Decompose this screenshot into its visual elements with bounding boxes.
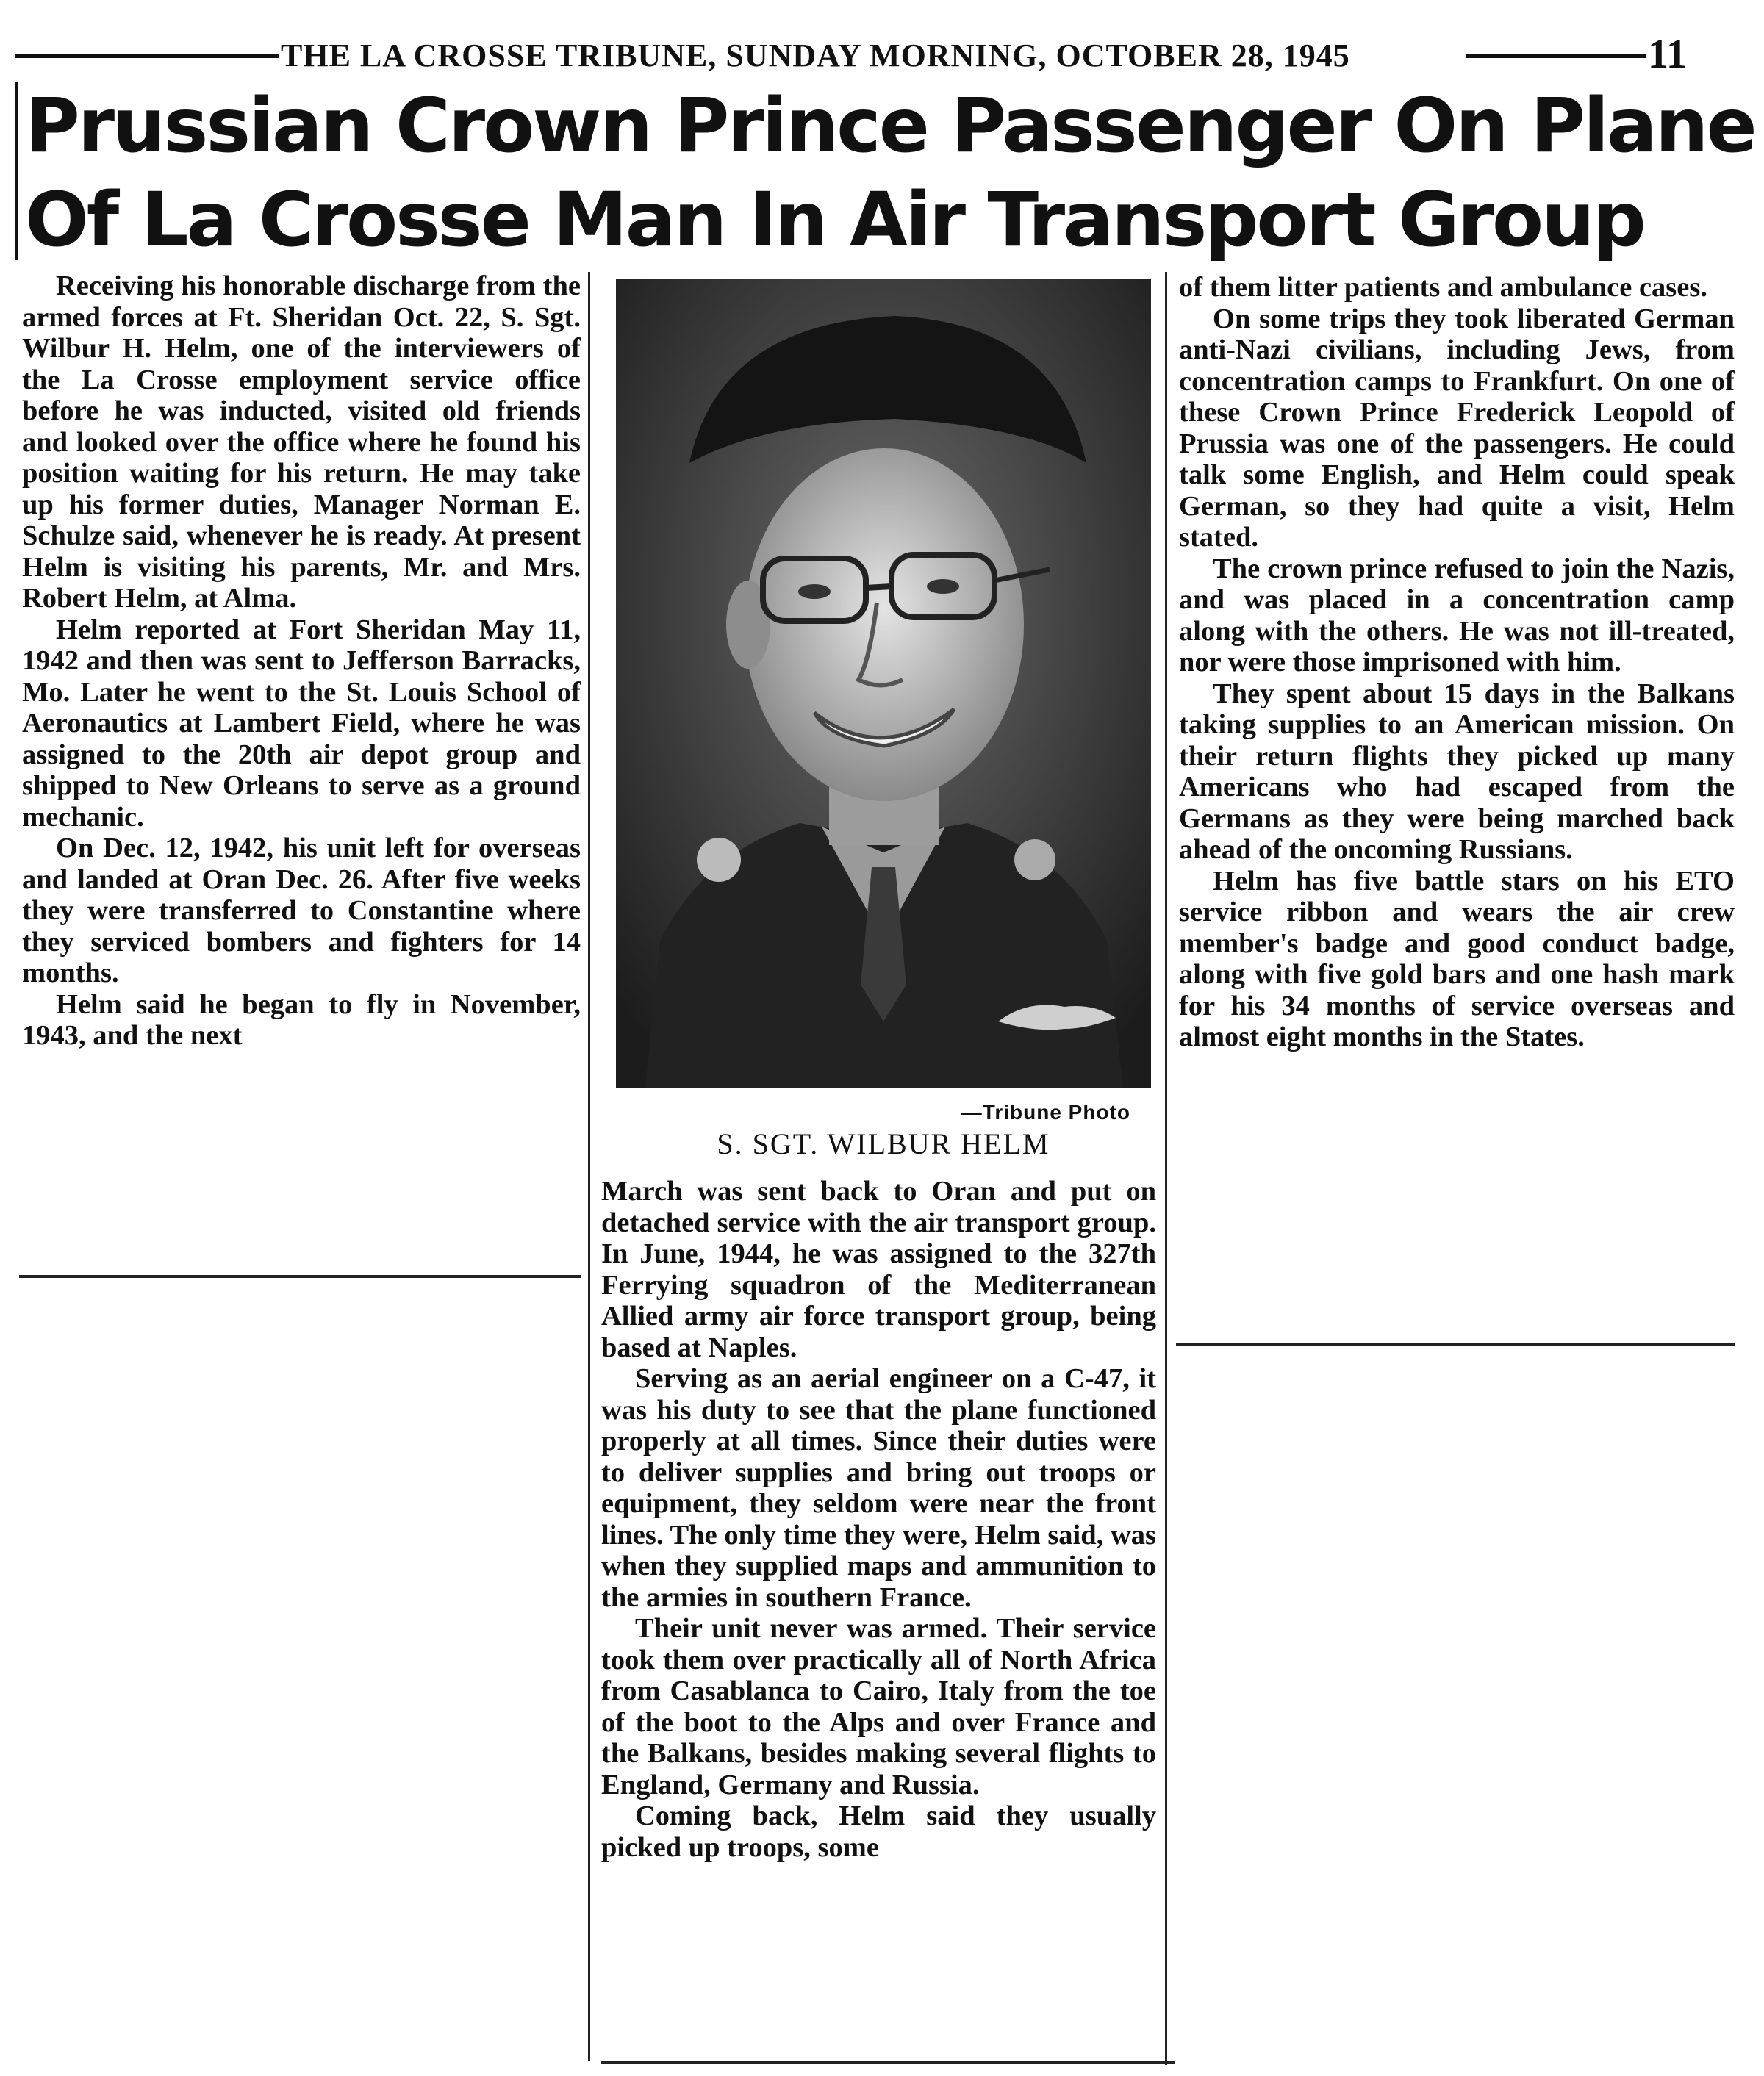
page-number: 11 <box>1648 32 1687 77</box>
paragraph: Serving as an aerial engineer on a C-47, it was his duty to see that the plane functioned properly at all times. Since their duties were to deliver supplies and bring out troops or equipment, they seldom were near the front lines. The only time they were, Helm said, was when they supplied maps and ammunition to the armies in southern France. <box>601 1363 1156 1613</box>
paragraph: Helm said he began to fly in November, 1943, and the next <box>22 988 581 1051</box>
column-rule-left-col2 <box>588 1282 590 2061</box>
column-2-end-rule <box>601 2061 1175 2064</box>
headline <box>25 79 1755 267</box>
paragraph: Their unit never was armed. Their service took them over practically all of North Africa from Casablanca to Cairo, Italy from the toe of the boot to the Alps and over France and the Balkans, besides making several flights to England, Germany and Russia. <box>601 1613 1156 1800</box>
paragraph: The crown prince refused to join the Nazis, and was placed in a concentration camp along with the others. He was not ill-treated, nor were those imprisoned with him. <box>1179 553 1735 678</box>
paragraph: Receiving his honorable discharge from the armed forces at Ft. Sheridan Oct. 22, S. Sgt. Wilbur H. Helm, one of the interviewers of the La Crosse employment service office before he was inducted, visited old friends and looked over the office where he found his position waiting for his return. He may take up his former duties, Manager Norman E. Schulze said, whenever he is ready. At present Helm is visiting his parents, Mr. and Mrs. Robert Helm, at Alma. <box>22 270 581 614</box>
paragraph: On Dec. 12, 1942, his unit left for overseas and landed at Oran Dec. 26. After five weeks they were transferred to Constantine where they serviced bombers and fighters for 14 months. <box>22 833 581 988</box>
paragraph: On some trips they took liberated German anti-Nazi civilians, including Jews, from concentration camps to Frankfurt. On one of these Crown Prince Frederick Leopold of Prussia was one of the passengers. He could talk some English, and Helm could speak German, so they had quite a visit, Helm stated. <box>1179 303 1735 553</box>
paragraph: Helm has five battle stars on his ETO service ribbon and wears the air crew member's badge and good conduct badge, along with five gold bars and one hash mark for his 34 months of service overseas and almost eight months in the States. <box>1179 865 1735 1052</box>
column-3-end-rule <box>1176 1343 1735 1346</box>
article-column-1 <box>22 270 581 1052</box>
photo-credit: —Tribune Photo <box>961 1101 1130 1124</box>
masthead-rule-right <box>1466 54 1646 58</box>
portrait-illustration <box>616 279 1151 1088</box>
column-rule-2 <box>1165 272 1167 2065</box>
portrait-photo <box>616 279 1151 1088</box>
headline-line-1: Prussian Crown Prince Passenger On Plane <box>25 82 1755 170</box>
headline-line-2: Of La Crosse Man In Air Transport Group <box>25 176 1644 264</box>
masthead-rule-left <box>15 54 279 58</box>
article-column-2 <box>601 1176 1156 1863</box>
paragraph: Coming back, Helm said they usually picked up troops, some <box>601 1800 1156 1863</box>
paragraph: They spent about 15 days in the Balkans taking supplies to an American mission. On their return flights they picked up many Americans who had escaped from the Germans as they were being marched back ahead of the oncoming Russians. <box>1179 678 1735 865</box>
paragraph: Helm reported at Fort Sheridan May 11, 1942 and then was sent to Jefferson Barracks, Mo. Later he went to the St. Louis School of Aeronautics at Lambert Field, where he was assigned to the 20th air depot group and shipped to New Orleans to serve as a ground mechanic. <box>22 614 581 833</box>
headline-side-rule <box>15 82 18 260</box>
paragraph: March was sent back to Oran and put on detached service with the air transport group. In June, 1944, he was assigned to the 327th Ferrying squadron of the Mediterranean Allied army air force transport group, being based at Naples. <box>601 1176 1156 1363</box>
masthead <box>15 32 1687 78</box>
paragraph: of them litter patients and ambulance cases. <box>1179 272 1707 303</box>
column-rule-1 <box>588 272 590 1282</box>
dateline: THE LA CROSSE TRIBUNE, SUNDAY MORNING, OCTOBER 28, 1945 <box>281 37 1350 73</box>
photo-caption: S. SGT. WILBUR HELM <box>717 1127 1050 1160</box>
article-column-3 <box>1179 272 1735 1053</box>
column-1-end-rule <box>19 1275 581 1278</box>
